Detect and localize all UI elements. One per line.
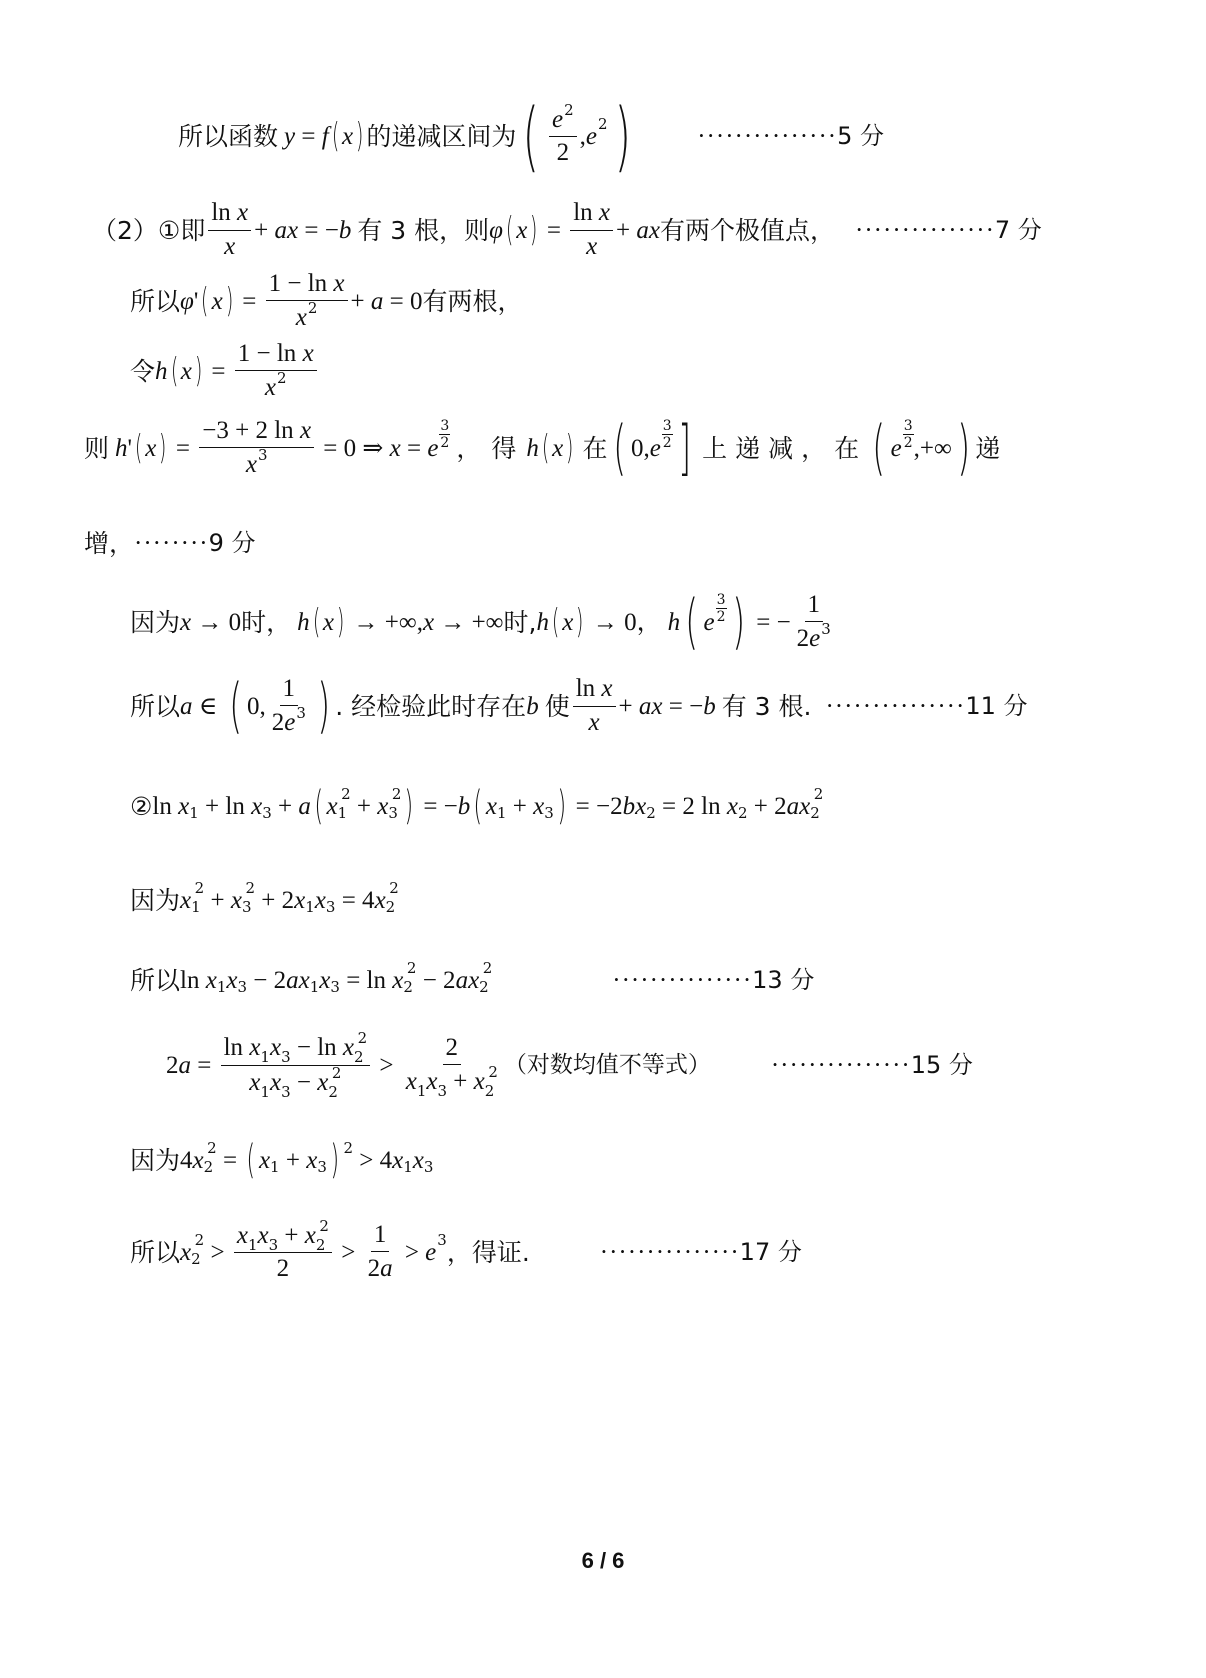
line-8: 所以 a ∈ ( 0, $\frac{1}{2e^3}$ ) . 经检验此时存在 b 使 $\frac{\text{ln x}}{x}$ + ax = − b 有 3 根. ··············· 11 分 [130, 671, 1028, 741]
score-label: 15 分 [910, 1051, 973, 1079]
score-dots: ········ [134, 529, 209, 557]
score-dots: ··············· [697, 122, 838, 150]
line-5-text-a: ，得 [456, 433, 527, 463]
line-3-text-a: 有两根， [422, 286, 523, 316]
line-5-text-d: 递 [975, 433, 1001, 463]
line-2: （2）①即 $\frac{\text{ln x}}{x}$ + ax = − b 有 3 根，则 φ ( x ) = $\frac{\text{ln x}}{x}$ + ax 有两个极值点， ··············· 7 分 [92, 199, 1042, 260]
line-8-prefix: 所以 [130, 691, 181, 721]
line-11-prefix: 所以 [130, 965, 181, 995]
line-2-text-a: 有 3 根，则 [357, 215, 490, 245]
fraction-avg: $\frac{x_1x_3 + x_2^2}{2}$ [234, 1222, 332, 1283]
line-2-prefix: （2）①即 [92, 215, 206, 245]
score-dots: ··············· [770, 1051, 911, 1079]
line-4: 令 h ( x ) = $\frac{\text{1 − ln x}}{x^2}$ [130, 338, 320, 404]
line-7-text-a: 时， [241, 607, 292, 637]
line-14: 所以 x 2 2 > $\frac{x_1x_3 + x_2^2}{2}$ > $\frac{1}{2a}$ > e 3 ，得证. ··············· 17 分 [130, 1216, 802, 1282]
fraction-e2-over-2: $\frac{e^2}{2}$ [549, 106, 577, 167]
line-8-text-c: 有 3 根. [721, 691, 812, 721]
fraction-lnx-over-x-3: $\frac{\text{ln x}}{x}$ [573, 676, 616, 736]
fraction-h-prime: $\frac{\text{−3 + 2 ln x}}{x^3}$ [199, 418, 314, 479]
fraction-2-over-sum: $\frac{2}{x_1x_3 + x_2^2}$ [405, 1033, 498, 1100]
score-label: 13 分 [752, 966, 815, 994]
line-7: 因为 x → 0 时， h ( x ) → +∞, x → +∞ 时, h ( x ) → 0， h ( e 3 2 ) = − $\frac{1}{2e^3}$ [130, 586, 837, 658]
line-5-text-c: 上递减，在 [702, 433, 868, 463]
fraction-1-over-2a: $\frac{1}{2a}$ [367, 1220, 393, 1282]
score-label: 17 分 [739, 1238, 802, 1266]
fraction-1-over-2e3: $\frac{1}{2e^3}$ [796, 590, 831, 652]
score-dots: ··············· [612, 966, 753, 994]
line-7-prefix: 因为 [130, 607, 181, 637]
line-10-prefix: 因为 [130, 885, 181, 915]
line-14-prefix: 所以 [130, 1237, 181, 1267]
line-12-note: （对数均值不等式） [503, 1051, 711, 1078]
page-number: 6 / 6 [581, 1548, 625, 1573]
line-6-text: 增， [84, 528, 135, 558]
line-7-text-b: 时, [503, 607, 537, 637]
fraction-log-mean: $\frac{\ln x_1x_3 - \ln x_2^2}{x_1x_3 - x_2^2}$ [221, 1034, 371, 1096]
line-10: 因为 x 1 2 + x 3 2 + 2 x 1 x 3 = 4 x 2 2 [130, 878, 399, 916]
line-8-text-b: 使 [544, 691, 570, 721]
line-1-text-a: 所以函数 [178, 121, 279, 151]
line-5-text-b: 在 [582, 433, 608, 463]
line-13-prefix: 因为 [130, 1145, 181, 1175]
line-3-prefix: 所以 [130, 286, 181, 316]
line-9: ② ln x 1 + ln x 3 + a ( x 1 2 + x 3 2 ) = − b ( x 1 + x 3 ) = −2 bx 2 = 2 ln x 2 + 2 ax 2 2 [130, 783, 824, 829]
score-label: 7 分 [994, 216, 1042, 244]
line-12: 2 a = $\frac{\ln x_1x_3 - \ln x_2^2}{x_1x_3 - x_2^2}$ > $\frac{2}{x_1x_3 + x_2^2}$ （对数均值不等式） ··············· 15 分 [166, 1029, 973, 1101]
formula-y-eq-fx: y [284, 122, 296, 150]
fraction-lnx-over-x: $\frac{\text{ln x}}{x}$ [208, 200, 251, 260]
fraction-1-over-2e3-b: $\frac{1}{2e^3}$ [271, 674, 306, 736]
line-8-text-a: . 经检验此时存在 [335, 691, 527, 721]
score-dots: ··············· [825, 692, 966, 720]
score-label: 5 分 [837, 122, 885, 150]
line-6 [84, 528, 256, 558]
line-9-prefix: ② [130, 791, 153, 821]
fraction-1-minus-lnx-over-x2: $\frac{\text{1 − ln x}}{x^2}$ [266, 271, 348, 332]
line-13: 因为 4 x 2 2 = ( x 1 + x 3 ) 2 > 4 x 1 x 3 [130, 1137, 434, 1183]
score-dots: ··············· [855, 216, 995, 244]
score-dots: ··············· [599, 1238, 740, 1266]
line-5-prefix: 则 [84, 433, 110, 463]
line-1: 所以函数 y = f ( x ) 的递减区间为 ( $\frac{e^2}{2}$ , e 2 ) ··············· 5 分 [178, 91, 885, 180]
fraction-h-of-x: $\frac{\text{1 − ln x}}{x^2}$ [235, 341, 317, 402]
line-5: 则 h ' ( x ) = $\frac{\text{−3 + 2 ln x}}{x^3}$ = 0 ⇒ x = e 3 2 ，得 h ( x ) 在 ( 0, e 3 2 ] 上递减，在 ( e 3 2 ,+∞ ) 递 [84, 413, 1001, 483]
line-11: 所以 ln x 1 x 3 − 2 ax 1 x 3 = ln x 2 2 − 2 ax 2 2 ··············· 13 分 [130, 958, 815, 996]
line-1-text-b: 的递减区间为 [366, 121, 517, 151]
score-label: 11 分 [965, 692, 1028, 720]
line-14-text-a: ，得证. [446, 1237, 530, 1267]
line-2-text-b: 有两个极值点， [660, 215, 836, 245]
score-label: 9 分 [208, 529, 256, 557]
line-3: 所以 φ ' ( x ) = $\frac{\text{1 − ln x}}{x^2}$ + a = 0 有两根， [130, 269, 523, 331]
line-4-prefix: 令 [130, 356, 156, 386]
fraction-lnx-over-x-2: $\frac{\text{ln x}}{x}$ [570, 200, 613, 260]
